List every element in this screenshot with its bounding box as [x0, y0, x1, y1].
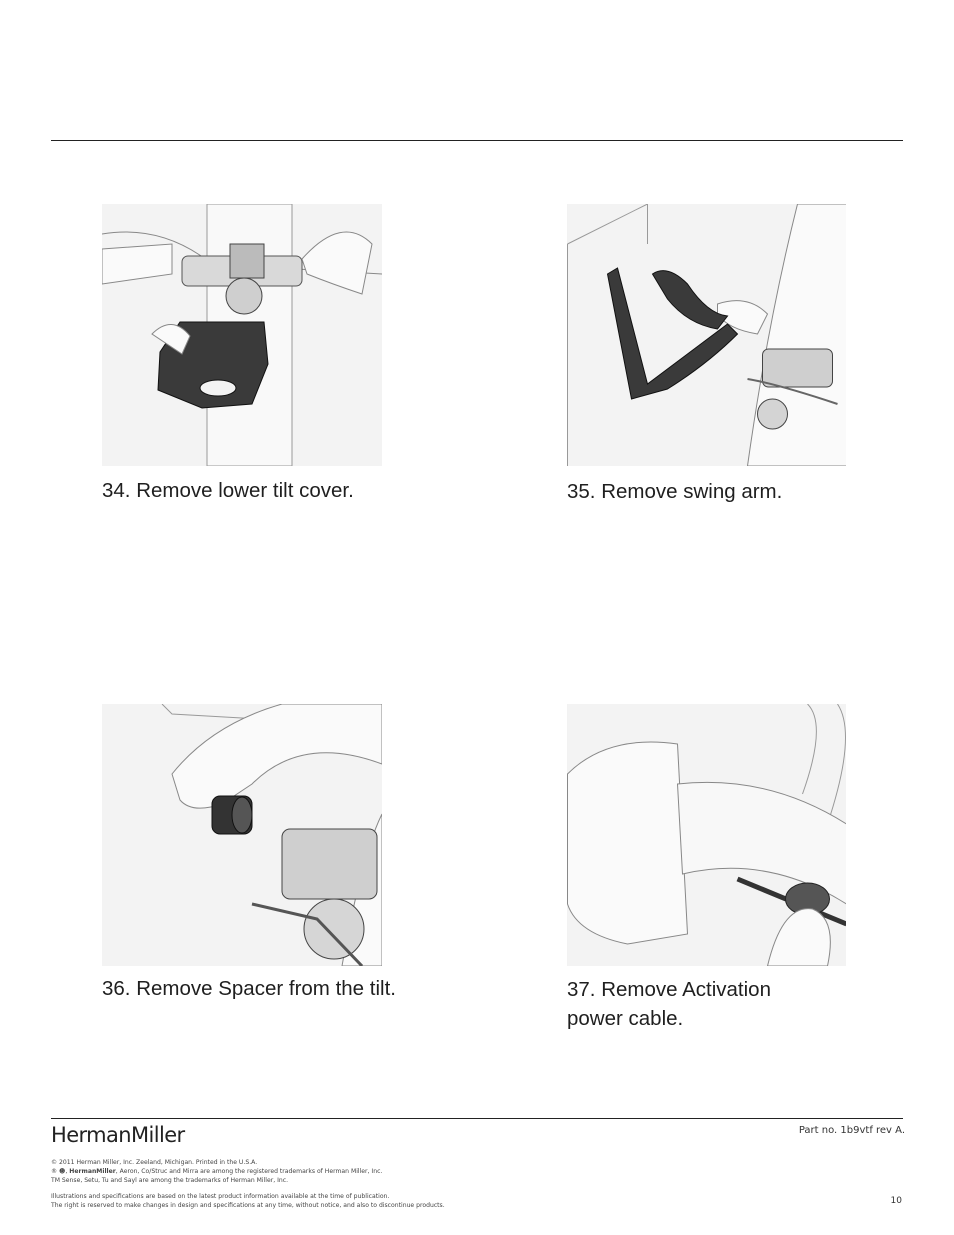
activation-cable-illustration: [567, 704, 846, 966]
top-rule: [51, 140, 903, 141]
step-36-caption: 36. Remove Spacer from the tilt.: [102, 977, 396, 1000]
trademarks-line: TM Sense, Setu, Tu and Sayl are among the trademarks of Herman Miller, Inc.: [51, 1177, 289, 1184]
step-37-caption: 37. Remove Activation power cable.: [567, 978, 771, 1030]
registered-brand: HermanMiller: [69, 1168, 116, 1175]
part-number: Part no. 1b9vtf rev A.: [798, 1125, 905, 1136]
step-35-caption: 35. Remove swing arm.: [567, 480, 783, 503]
page-number: 10: [890, 1196, 902, 1206]
lower-tilt-cover-illustration: [102, 204, 382, 466]
registered-trademarks-line: [51, 1167, 382, 1176]
swing-arm-illustration: [567, 204, 846, 466]
registered-prefix: ® ☻,: [51, 1168, 68, 1175]
herman-miller-logo: HermanMiller: [51, 1123, 185, 1147]
spacer-illustration: [102, 704, 382, 966]
disclaimer-line-2: The right is reserved to make changes in design and specifications at any time, without notice, and also to discontinue products.: [51, 1202, 445, 1209]
registered-text: , Aeron, Co/Struc and Mirra are among the registered trademarks of Herman Miller, Inc.: [115, 1168, 383, 1175]
step-34-caption: 34. Remove lower tilt cover.: [102, 479, 354, 502]
disclaimer-line-1: Illustrations and specifications are based on the latest product information available at the time of publication.: [51, 1193, 390, 1200]
copyright-line: © 2011 Herman Miller, Inc. Zeeland, Michigan. Printed in the U.S.A.: [51, 1159, 258, 1166]
footer-rule: [51, 1118, 903, 1119]
